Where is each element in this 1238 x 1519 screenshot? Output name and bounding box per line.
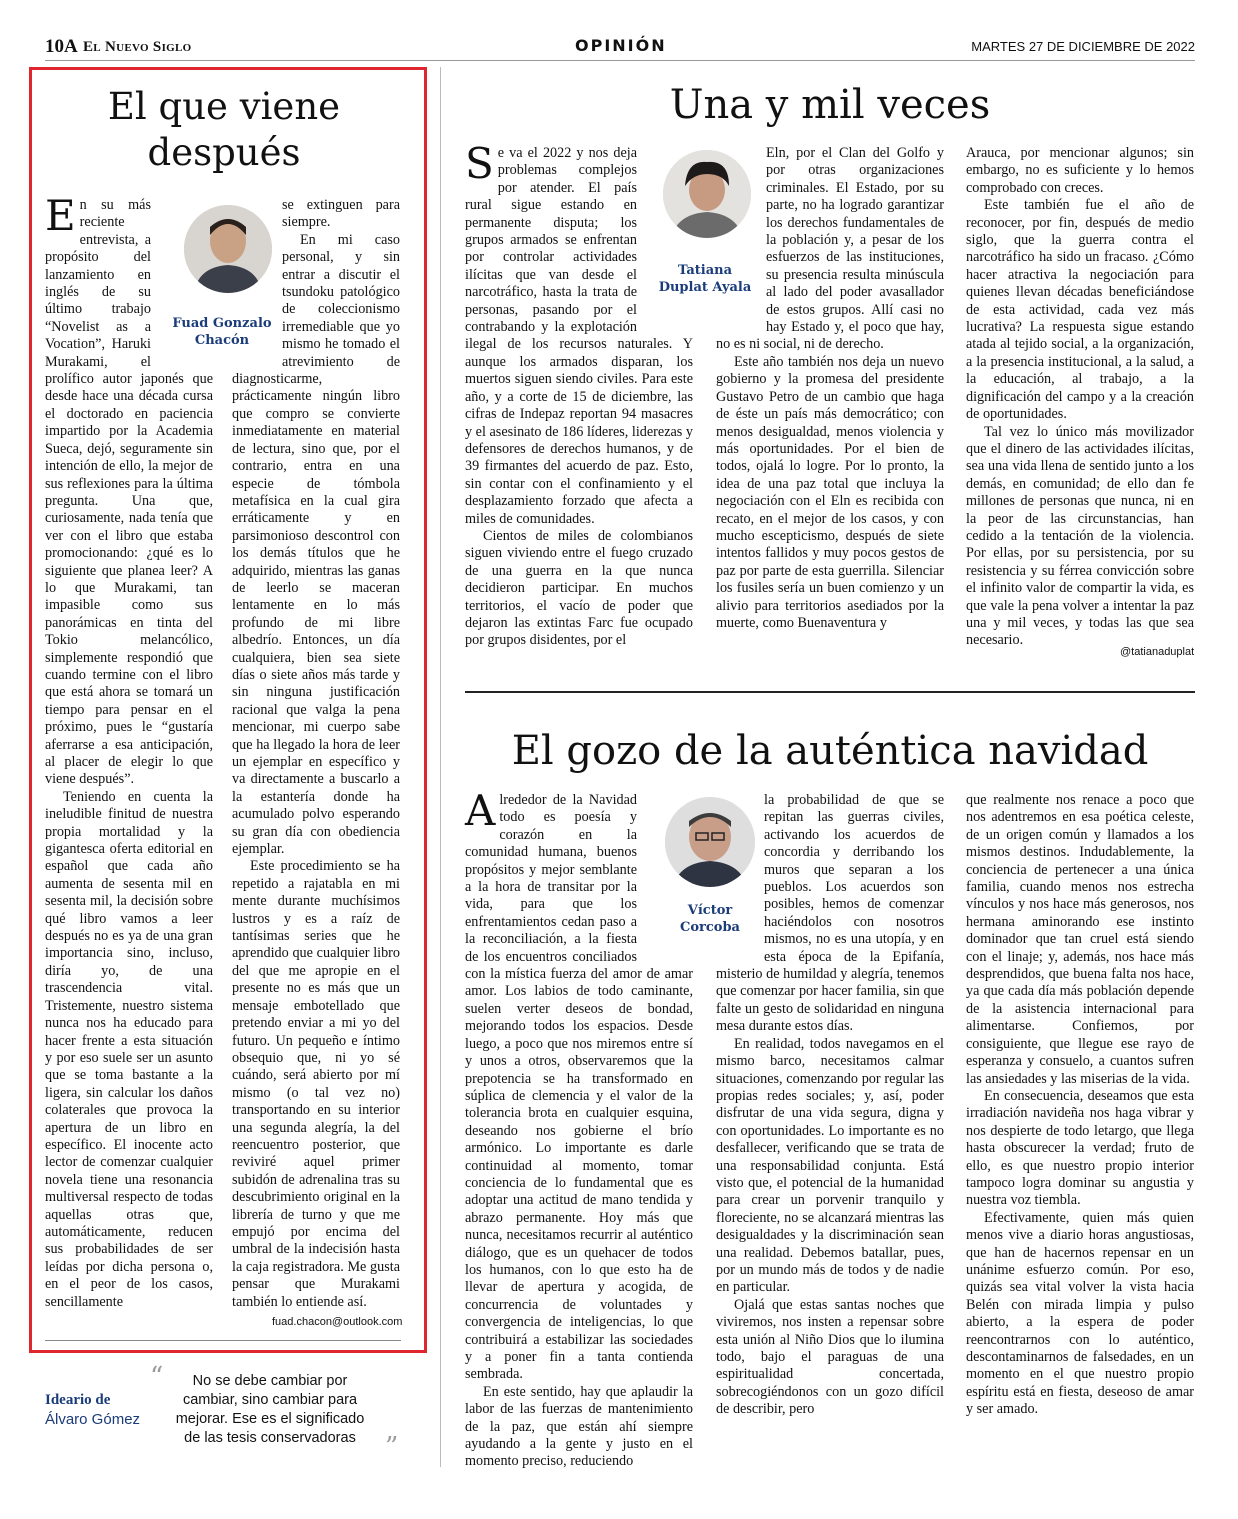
- author-name-line2: Duplat Ayala: [658, 280, 752, 295]
- paragraph-text: n su más reciente entrevista, a propósito del lanzamiento en inglés de su último trabajo “Novelist as a Vocation”, Haruki Murakami, el prolífico autor japonés que desde hace una década cursa el doctorado en paciencia impartido por la Academia Sueca, dejó, seguramente sin intención de ello, la mejor de sus reflexiones para la última pregunta. Una que, curiosamente, nada tenía que ver con el libro que estaba promocionando: ¿qué es lo siguiente que planea leer? A lo que Murakami, tan impasible como sus panorámicas en tinta del Tokio melancólico, simplemente respondió que cuando termine con el libro que está ahora se tomará un tiempo para pensar en el próximo, pues le “gustaría aferrarse a esa anticipación, al placer de elegir lo que viene después”.: [45, 197, 213, 788]
- author-name-line1: Tatiana: [677, 263, 733, 278]
- page-number: 10A: [45, 36, 78, 57]
- article-divider: [465, 691, 1195, 693]
- author-name-line1: Fuad Gonzalo: [172, 316, 272, 331]
- article2-paragraph: Tal vez lo único más movilizador que el dinero de las actividades ilícitas, sea una vida llena de sentido junto a los demás, en comunidad; de ello dan fe millones de personas que nunca, ni en la peor de las circunstancias, han cedido a la tentación de la violencia. Por ellas, por su persistencia, por su resistencia y su férrea convicción sobre el infinito valor de compartir la vida, es que vale la pena volver a intentar la paz una y mil veces, y todas las que sea necesario.: [966, 423, 1194, 649]
- ideario-quote: No se debe cambiar por cambiar, sino cambiar para mejorar. Ese es el significado de las tesis conservadoras: [175, 1373, 365, 1446]
- article2-column2: [716, 145, 944, 632]
- drop-cap: A: [465, 786, 496, 835]
- ideario-title: Ideario de: [45, 1392, 111, 1408]
- article1-paragraph: se extinguen para siempre.: [282, 197, 400, 231]
- article1-paragraph: Este procedimiento se ha repetido a rajatabla en mi mente durante muchísimos lustros y es a raíz de tantísimas series que he aprendido que cualquier libro del que me apropie en el presente no es más que un mensaje embotellado que pretendo enviar a mi yo del futuro. Un pequeño e íntimo obsequio que, ni yo sé cuándo, será abierto por mí mismo (o tal vez no) transportando en su interior una segunda alegría, la del reencuentro posterior, que reviviré aquel primer subidón de adrenalina tras su descubrimiento original en la librería de turno y que me empujó por encima del umbral de la indecisión hasta la caja registradora. Me gusta pensar que Murakami también lo entiende así.: [232, 858, 400, 1310]
- article1-column2: [232, 197, 400, 1311]
- open-quote-icon: “: [150, 1362, 164, 1392]
- author-name-line1: Víctor: [687, 903, 733, 918]
- article1-title-line1: El que viene: [107, 85, 341, 128]
- ideario-name: Álvaro Gómez: [45, 1411, 141, 1428]
- photo-spacer: [151, 197, 213, 355]
- article3-column2: [716, 792, 944, 1419]
- article2-paragraph: Este año también nos deja un nuevo gobierno y la promesa del presidente Gustavo Petro de un cambio que haga de éste un país más democrático; con menos desigualdad, menos violencia y más oportunidades. Por el bien de todos, ojalá lo logre. Por lo pronto, la idea de una paz total que incluya la negociación con el Eln es recibida con recato, en el mejor de los casos, y con mucho escepticismo, después de siete intentos fallidos y muy pocos gestos de paz por parte de esta guerrilla. Silenciar los fusiles sería un buen comienzo y un alivio para territorios asediados por la muerte, como Buenaventura y: [716, 353, 944, 631]
- photo-spacer: [716, 792, 764, 960]
- author-name-line2: Corcoba: [680, 920, 740, 935]
- article3-paragraph: la probabilidad de que se repitan las guerras civiles, activando los acuerdos de concordia y derribando los muros que separan a los pueblos. Los acuerdos son posibles, hemos de comenzar haciéndolos con nosotros mismos, no es una utopía, y en esta época de la Epifanía, misterio de humildad y alegría, tenemos que comenzar por hacer familia, sin que falte un gesto de solidaridad en ninguna mesa durante estos días.: [716, 792, 944, 1035]
- article1-column1: [45, 191, 213, 1311]
- article2-paragraph: Eln, por el Clan del Golfo y por otras organizaciones criminales. El Estado, por su parte, no ha logrado garantizar los derechos fundamentales de la población y, a pesar de los esfuerzos de las instituciones, su presencia resulta minúscula al lado del poder avasallador de estos grupos. Allí casi no hay Estado y, el poco que hay, no es ni social, ni de derecho.: [716, 145, 944, 353]
- article2-column3: [966, 145, 1194, 650]
- photo-spacer: [716, 145, 766, 321]
- article2-paragraph: Cientos de miles de colombianos siguen viviendo entre el fuego cruzado de una guerra en la que nunca decidieron participar. En muchos territorios, el vacío de poder que dejaron las extintas Farc fue ocupado por grupos disidentes, por el: [465, 527, 693, 649]
- issue-date: MARTES 27 DE DICIEMBRE DE 2022: [971, 39, 1195, 54]
- article3-paragraph: En realidad, todos navegamos en el mismo barco, necesitamos calmar situaciones, comenzando por regular las propias redes sociales; y, así, poder disfrutar de una vida segura, digna y con oportunidades. Lo importante es no desfallecer, verificando que se trata de una responsabilidad conjunta. Está visto que, el potencial de la humanidad para crear un porvenir tranquilo y floreciente, no se alcanzará mientras las desigualdades y la discriminación sean una realidad. Debemos batallar, pues, por un mundo más de todos y de nadie en particular.: [716, 1035, 944, 1296]
- article3-paragraph: En consecuencia, deseamos que esta irradiación navideña nos haga vibrar y nos despierte de todo letargo, que llega hasta obscurecer la verdad; fruto de ello, es que nuestro propio interior tampoco logra dominar su angustia y nuestra voz tiembla.: [966, 1087, 1194, 1209]
- column-divider: [440, 67, 441, 1467]
- article3-paragraph: que realmente nos renace a poco que nos adentremos en esa poética celeste, de un origen común y llamados a los mismos destinos. Indudablemente, la conciencia de pertenecer a una única familia, cuando menos nos estrecha vínculos y nos hace más generosos, nos hermana aminorando ese instinto dominador que tan cruel está siendo con el linaje; y, además, nos hace más desprendidos, que buena falta nos hace, ya que cada día más población depende de la asistencia internacional para alimentarse. Confiemos, por consiguiente, que llegue ese rayo de esperanza y consuelo, a cuantos sufren las ansiedades y las miserias de la vida.: [966, 792, 1194, 1087]
- drop-cap: E: [45, 191, 76, 240]
- section-title: OPINIÓN: [575, 36, 667, 55]
- article1-title-line2: después: [147, 131, 301, 174]
- article1-divider: [45, 1340, 401, 1341]
- article2-column1: [465, 139, 693, 650]
- author-name-line2: Chacón: [194, 333, 250, 348]
- article3-paragraph: Efectivamente, quien más quien menos vive a diario horas angustiosas, que han de hacernos repensar en un unánime esfuerzo común. Por eso, quizás sea vital volver la vista hacia Belén con mirada limpia y pulso abierto, a la espera de poder reencontrarnos con lo auténtico, descontaminarnos de falsedades, en un momento en el que nuestro propio espíritu está en fiesta, deseoso de amar y ser amado.: [966, 1209, 1194, 1418]
- article3-title: El gozo de la auténtica navidad: [511, 728, 1149, 774]
- article1-title: [40, 84, 408, 176]
- article2-title: Una y mil veces: [669, 82, 991, 128]
- page-header: [45, 36, 1195, 58]
- author-handle[interactable]: @tatianaduplat: [1120, 646, 1195, 658]
- article2-paragraph: Este también fue el año de reconocer, por fin, después de medio siglo, que la guerra contra el narcotráfico ha sido un fracaso. ¿Cómo hacer atractiva la negociación para quienes llevan décadas beneficiándose de esta actividad, cada vez más lucrativa? La respuesta sigue estando atada al tejido social, a la organización, a la presencia institucional, a la salud, a la educación, al trabajo, a la dignificación del campo y a la creación de oportunidades.: [966, 197, 1194, 423]
- article1-paragraph: En mi caso personal, y sin entrar a discutir el tsundoku patológico de coleccionismo irremediable que yo mismo he tomado el atrevimiento de diagnosticarme, prácticamente ningún libro que compro se convierte inmediatamente en material de lectura, sino que, por el contrario, entra en una especie de tómbola metafísica en la cual gira erráticamente y en parsimonioso descontrol con los demás títulos que he adquirido, mientras las ganas de leerlo se maceran lentamente en lo más profundo de mi libre albedrío. Entonces, un día cualquiera, bien sea siete días o siete años más tarde y sin ninguna justificación racional que valga la pena mencionar, mi cuerpo sabe que ha llegado la hora de leer un ejemplar en específico y va directamente a buscarlo a la estantería donde ha acumulado polvo esperando su gran día con obediencia ejemplar.: [232, 231, 400, 858]
- ideario-label: [45, 1392, 140, 1428]
- paragraph-text: e va el 2022 y nos deja problemas complejos por atender. El país rural sigue estando en permanente disputa; los grupos armados se enfrentan por controlar actividades ilícitas que van desde el narcotráfico, hasta la trata de personas, pasando por el contrabando y la explotación ilegal de los recursos naturales. Y aunque los armados disparan, los muertos siguen siendo civiles. Para este año, y a corte de 15 de diciembre, las cifras de Indepaz reportan 94 masacres y el asesinato de 186 líderes, liderezas y defensores de derechos humanos, y de 39 firmantes del acuerdo de paz. Esto, sin contar con el confinamiento y el desplazamiento forzado que afecta a miles de comunidades.: [465, 145, 693, 527]
- drop-cap: S: [465, 139, 494, 188]
- paragraph-text: lrededor de la Navidad todo es poesía y corazón en la comunidad humana, buenos propósitos y mejor semblante a la hora de transitar por la vida, para que los enfrentamientos cedan paso a la reconciliación, a la fiesta de los encuentros conciliados con la mística fuerza del amor de amar amor. Los labios de todo caminante, suelen verter deseos de bondad, mejorando todos los espacios. Desde luego, a poco que nos miremos entre sí y unos a otros, observaremos que la prepotencia se ha transformado en súplica de clemencia y el valor de la tolerancia brota en cualquier esquina, deseando nos gobierne el brío armónico. Lo importante es darle continuidad al momento, tomar conciencia de lo fundamental que es adoptar una actitud de mano tendida y abrazo permanente. Hoy más que nunca, necesitamos recurrir al auténtico diálogo, que es un quehacer de todos los humanos, con lo que esto ha de llevar de apertura y acogida, de concurrencia de voluntades y convergencia de inteligencias, lo que contribuirá a estabilizar las sociedades y a poner fin a tanta contienda sembrada.: [465, 792, 693, 1383]
- article3-paragraph: En este sentido, hay que aplaudir la labor de las fuerzas de mantenimiento de la paz, que están ahí siempre ayudando a la gente y justo en el momento preciso, reduciendo: [465, 1383, 693, 1470]
- photo-spacer: [637, 145, 693, 331]
- newspaper-name: El Nuevo Siglo: [83, 39, 192, 55]
- header-divider: [45, 60, 1195, 61]
- photo-spacer: [637, 792, 693, 962]
- close-quote-icon: ”: [385, 1432, 399, 1462]
- article1-paragraph: Teniendo en cuenta la ineludible finitud de nuestra propia mortalidad y la gigantesca oferta editorial en español que cada año aumenta de sesenta mil en sesenta mil, la decisión sobre qué libro vamos a leer después no es ya de una gran importancia sino, incluso, diría yo, de una trascendencia vital. Tristemente, nuestro sistema nunca nos ha educado para hacer frente a esta situación y por eso suele ser un asunto que se toma bastante a la ligera, sin calcular los daños colaterales que provoca la apertura de un libro en específico. El inocente acto lector de comenzar cualquier novela tiene una resonancia multiversal respecto de todas aquellas otras que, automáticamente, reducen sus probabilidades de ser leídas por dicha persona o, en el peor de los casos, sencillamente: [45, 788, 213, 1310]
- article3-paragraph: Ojalá que estas santas noches que viviremos, nos insten a repensar sobre esta unión al Niño Dios que lo ilumina todo, bajo el paraguas de una espiritualidad concertada, sobrecogiéndonos con un gozo difícil de describir, pero: [716, 1296, 944, 1418]
- article3-column1: [465, 786, 693, 1471]
- photo-spacer: [232, 197, 282, 359]
- author-email[interactable]: fuad.chacon@outlook.com: [272, 1316, 403, 1328]
- article2-paragraph: Arauca, por mencionar algunos; sin embargo, no es suficiente y lo hemos comprobado con creces.: [966, 145, 1194, 196]
- article3-column3: [966, 792, 1194, 1419]
